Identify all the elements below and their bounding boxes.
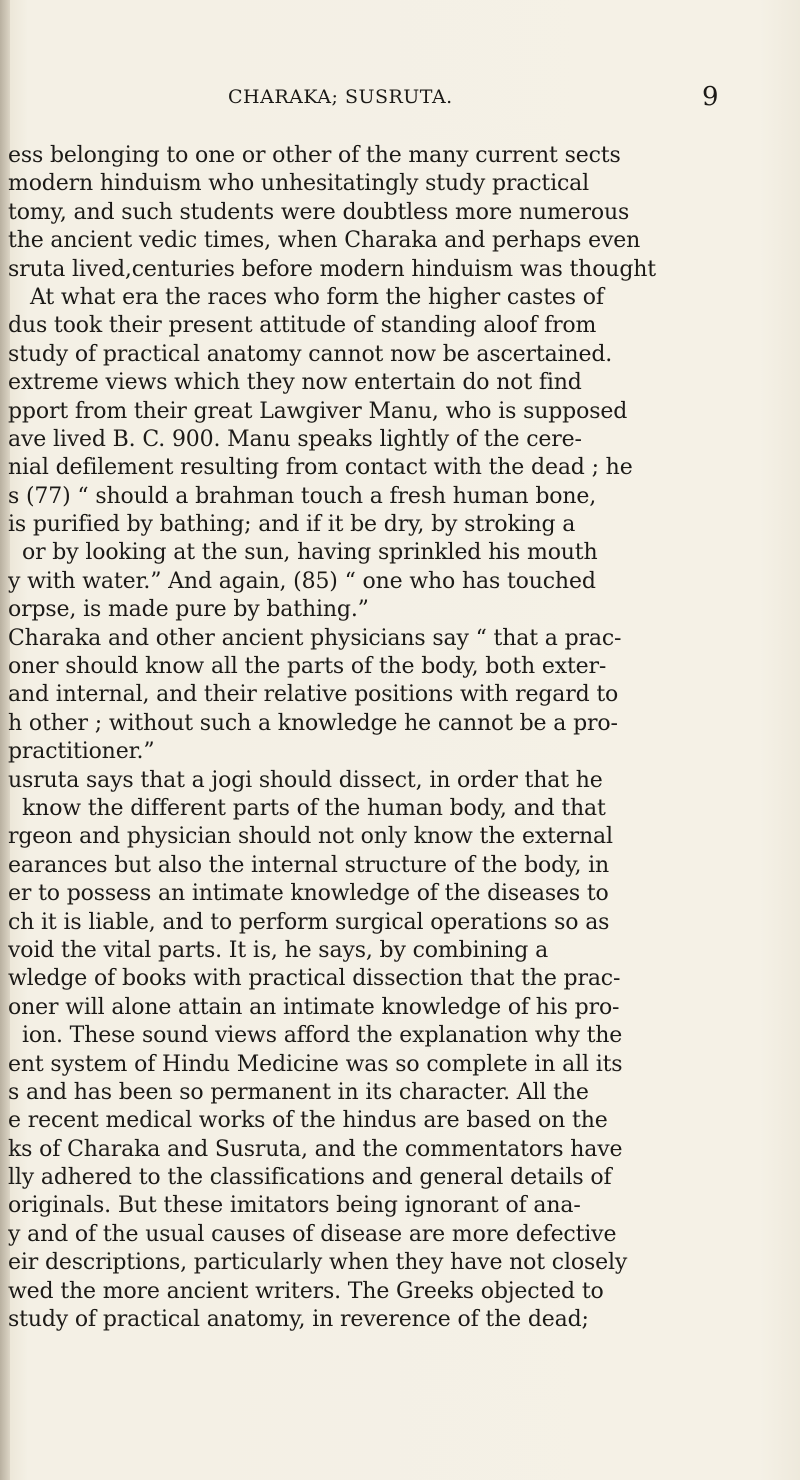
page-number: 9: [702, 82, 719, 112]
text-line: or by looking at the sun, having sprinkled his mouth: [22, 540, 598, 566]
text-line: void the vital parts. It is, he says, by combining a: [8, 937, 549, 963]
text-line: ess belonging to one or other of the many current sects: [8, 143, 621, 168]
text-line: study of practical anatomy cannot now be ascertained.: [8, 341, 613, 367]
text-line: ent system of Hindu Medicine was so complete in all its: [8, 1051, 623, 1077]
text-line: extreme views which they now entertain do not find: [8, 370, 582, 396]
text-line: oner will alone attain an intimate knowledge of his pro-: [8, 994, 620, 1020]
text-line: s (77) “ should a brahman touch a fresh human bone,: [8, 483, 597, 509]
text-line: tomy, and such students were doubtless more numerous: [8, 199, 630, 225]
text-line: know the different parts of the human body, and that: [22, 795, 606, 821]
text-line: At what era the races who form the higher castes of: [30, 284, 604, 310]
text-line: eir descriptions, particularly when they have not closely: [8, 1250, 628, 1276]
text-line: ch it is liable, and to perform surgical operations so as: [8, 909, 610, 935]
text-line: rgeon and physician should not only know the external: [8, 824, 613, 850]
running-head: CHARAKA; SUSRUTA.: [228, 86, 453, 108]
text-line: study of practical anatomy, in reverence of the dead;: [8, 1307, 589, 1333]
body-text: [8, 142, 794, 1334]
text-line: orpse, is made pure by bathing.”: [8, 597, 369, 623]
text-line: Charaka and other ancient physicians say “ that a prac-: [8, 625, 622, 651]
text-line: ion. These sound views afford the explanation why the: [22, 1023, 623, 1049]
text-line: earances but also the internal structure of the body, in: [8, 852, 610, 878]
text-line: dus took their present attitude of standing aloof from: [8, 313, 597, 339]
text-line: er to possess an intimate knowledge of the diseases to: [8, 881, 609, 907]
text-line: sruta lived,centuries before modern hinduism was thought: [8, 256, 656, 282]
text-line: ave lived B. C. 900. Manu speaks lightly of the cere-: [8, 426, 582, 452]
text-line: practitioner.”: [8, 739, 155, 765]
text-line: h other ; without such a knowledge he cannot be a pro-: [8, 710, 618, 736]
text-line: originals. But these imitators being ignorant of ana-: [8, 1193, 581, 1219]
text-line: wledge of books with practical dissection that the prac-: [8, 966, 621, 992]
text-line: and internal, and their relative positions with regard to: [8, 682, 619, 708]
text-line: y and of the usual causes of disease are more defective: [8, 1221, 617, 1247]
text-line: nial defilement resulting from contact with the dead ; he: [8, 455, 633, 481]
text-line: is purified by bathing; and if it be dry, by stroking a: [8, 512, 576, 538]
text-line: the ancient vedic times, when Charaka and perhaps even: [8, 228, 641, 254]
text-line: y with water.” And again, (85) “ one who has touched: [8, 568, 596, 594]
text-line: oner should know all the parts of the body, both exter-: [8, 654, 607, 680]
text-line: wed the more ancient writers. The Greeks objected to: [8, 1278, 604, 1304]
text-line: ks of Charaka and Susruta, and the commentators have: [8, 1136, 623, 1162]
text-line: s and has been so permanent in its character. All the: [8, 1079, 589, 1105]
text-line: e recent medical works of the hindus are based on the: [8, 1108, 608, 1134]
text-line: modern hinduism who unhesitatingly study practical: [8, 171, 590, 197]
text-line: pport from their great Lawgiver Manu, who is supposed: [8, 398, 628, 424]
text-line: lly adhered to the classifications and general details of: [8, 1165, 612, 1191]
page-header: [0, 82, 800, 116]
text-line: usruta says that a jogi should dissect, in order that he: [8, 767, 603, 793]
